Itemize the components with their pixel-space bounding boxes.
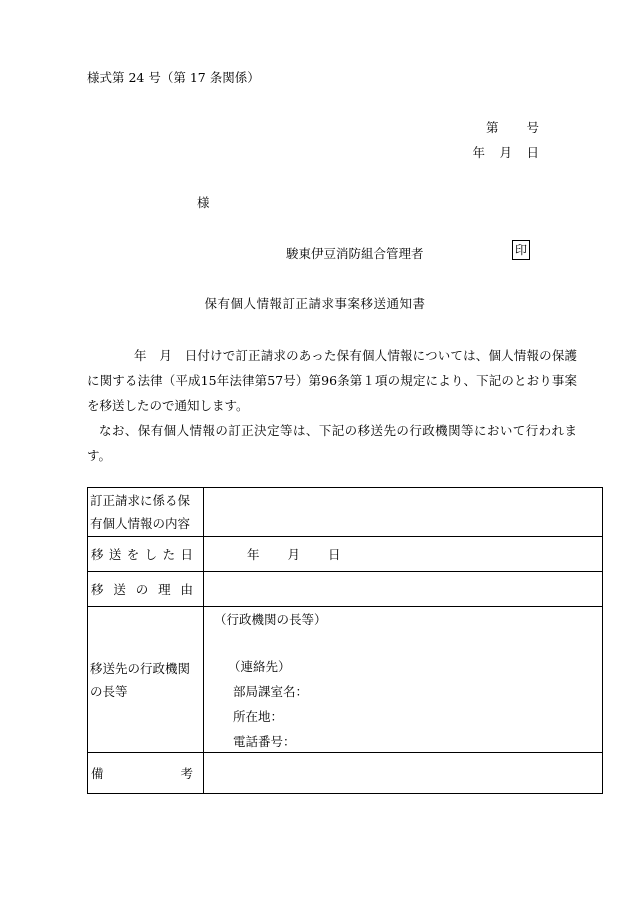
- value-remarks: [204, 753, 603, 794]
- label-destination: 移送先の行政機関 の長等: [88, 607, 204, 753]
- document-number: 第 号: [485, 120, 540, 135]
- phone-label: 電話番号：: [233, 734, 296, 749]
- seal-stamp: 印: [512, 240, 530, 260]
- value-transfer-date: 年 月 日: [204, 537, 603, 572]
- table-row-transfer-reason: [88, 572, 603, 607]
- label-info-content: 訂正請求に係る保 有個人情報の内容: [88, 488, 204, 537]
- document-date: 年 月 日: [472, 145, 540, 160]
- table-row-remarks: [88, 753, 603, 794]
- label-remarks: 備 考: [88, 753, 204, 794]
- body-paragraph-2: なお、保有個人情報の訂正決定等は、下記の移送先の行政機関等において行われます。: [87, 423, 577, 463]
- value-info-content: [204, 488, 603, 537]
- value-transfer-reason: [204, 572, 603, 607]
- table-row-destination: [88, 607, 603, 753]
- table-row-transfer-date: [88, 537, 603, 572]
- sender-name: 駿東伊豆消防組合管理者: [286, 246, 424, 261]
- address-label: 所在地：: [233, 709, 284, 724]
- label-transfer-reason: 移 送 の 理 由: [88, 572, 204, 607]
- notice-body: [87, 343, 577, 468]
- department-label: 部局課室名：: [233, 684, 309, 699]
- value-destination: [204, 607, 603, 753]
- label-transfer-date: 移 送 を し た 日: [88, 537, 204, 572]
- transfer-info-table: [87, 487, 603, 794]
- contact-label: （連絡先）: [228, 659, 291, 674]
- destination-head: （行政機関の長等）: [214, 612, 327, 627]
- form-number: 様式第 24 号（第 17 条関係）: [87, 70, 260, 85]
- document-title: 保有個人情報訂正請求事案移送通知書: [204, 296, 426, 311]
- table-row-content: [88, 488, 603, 537]
- addressee-honorific: 様: [197, 195, 210, 210]
- body-paragraph-1: 年 月 日付けで訂正請求のあった保有個人情報については、個人情報の保護に関する法律（平成15年法律第57号）第96条第１項の規定により、下記のとおり事案を移送したので通知します。: [87, 348, 577, 413]
